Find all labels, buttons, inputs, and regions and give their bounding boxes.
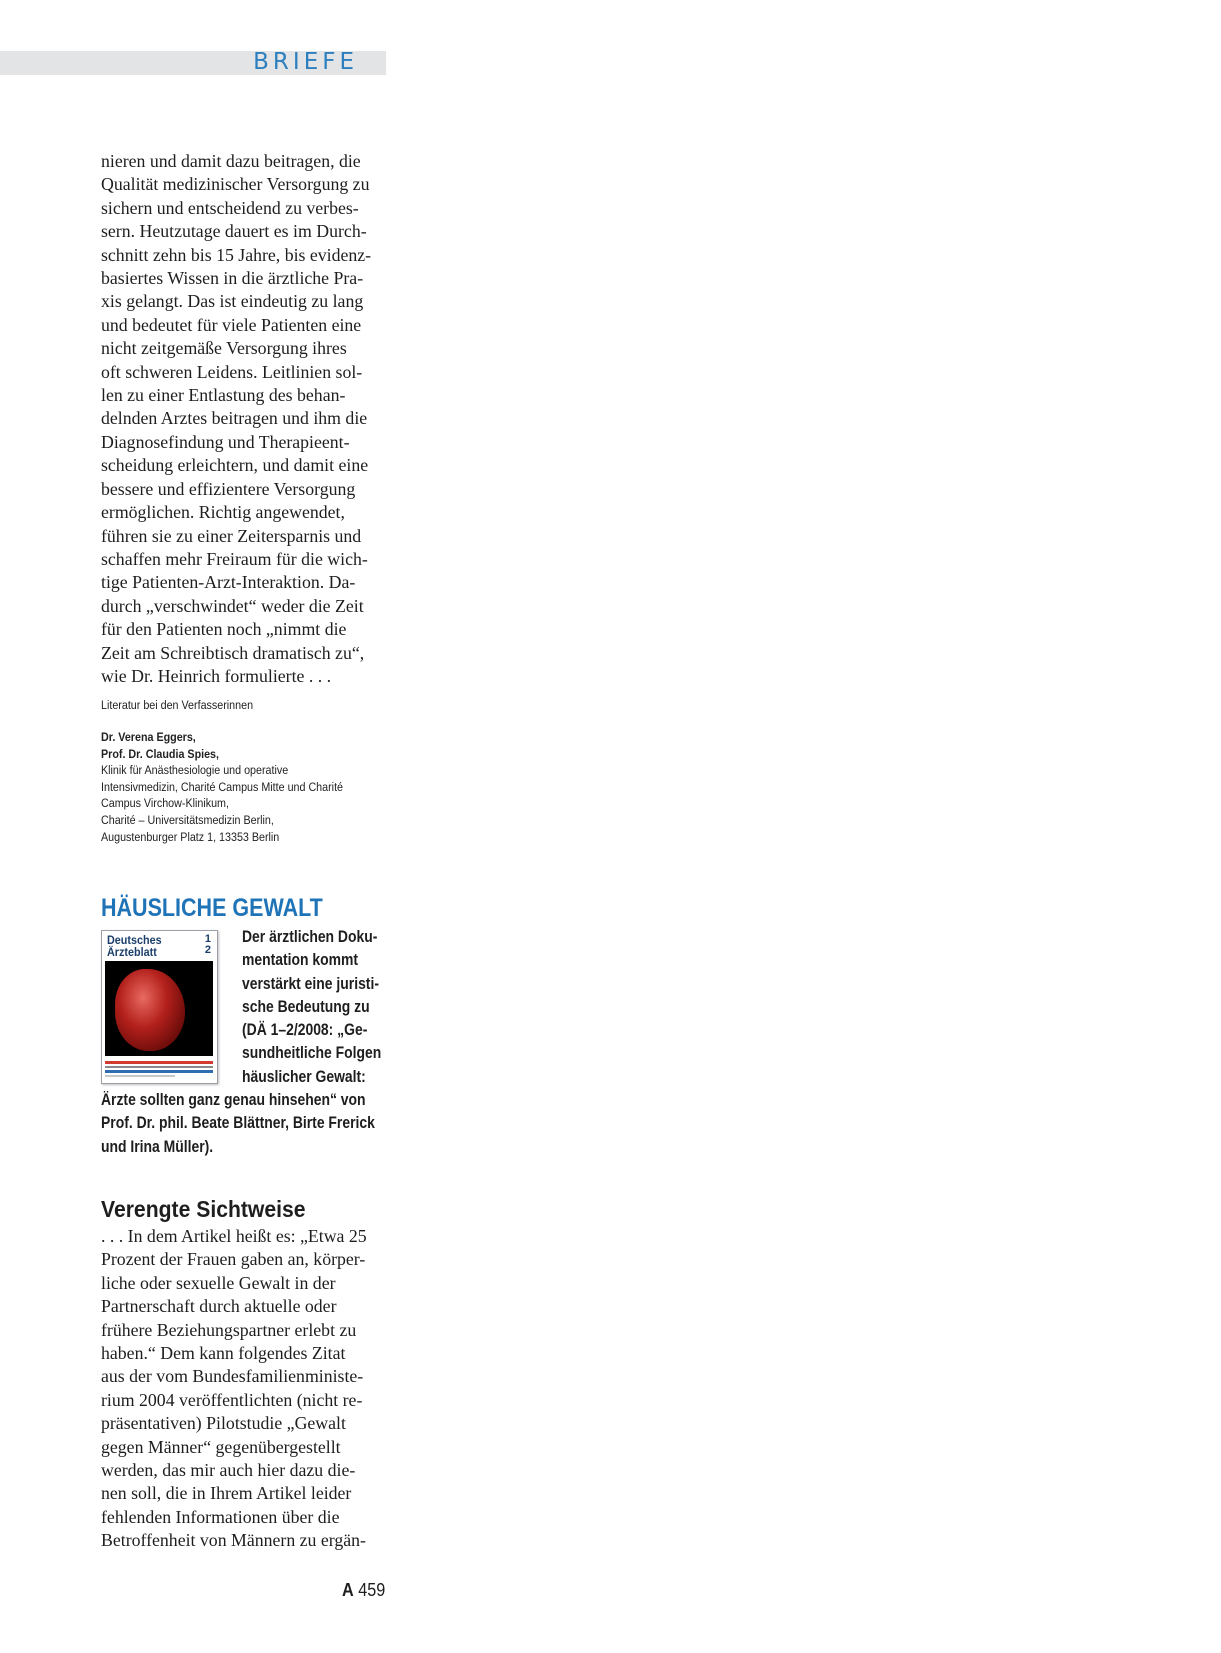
page-prefix: A [342, 1580, 354, 1600]
affiliation-line: Augustenburger Platz 1, 13353 Berlin [101, 829, 280, 844]
magazine-cover-thumbnail [101, 930, 218, 1084]
letter-2-heading: Verengte Sichtweise [101, 1196, 306, 1222]
affiliation-line: Charité – Universitätsmedizin Berlin, [101, 812, 274, 827]
cover-issue: 1 2 [204, 933, 211, 956]
literature-note: Literatur bei den Verfasserinnen [101, 698, 254, 712]
lead-text-right: Der ärztlichen Doku- mentation kommt verstärkt eine juristi- sche Bedeutung zu (DÄ 1–2/2008: „Ge- sundheitliche Folgen häuslicher Gewalt: [242, 928, 382, 1086]
lead-text-continued: Ärzte sollten ganz genau hinsehen“ von Prof. Dr. phil. Beate Blättner, Birte Frerick und Irina Müller). [101, 1091, 375, 1156]
section-header-bar [0, 51, 386, 75]
letter-2-text: . . . In dem Artikel heißt es: „Etwa 25 Prozent der Frauen gaben an, körper- liche oder sexuelle Gewalt in der Partnerschaft durch aktuelle oder frühere Beziehungspartner erlebt zu haben.“ Dem kann folgendes Zitat aus der vom Bundesfamilienministe- rium 2004 veröffentlichten (nicht re- präsentativen) Pilotstudie „Gewalt gegen Männer“ gegenübergestellt werden, das mir auch hier dazu die- nen soll, die in Ihrem Artikel leider fehlenden Informationen über die Betroffenheit von Männern zu ergän- [101, 1226, 367, 1551]
cover-stripe [105, 1075, 175, 1077]
cover-stripe [105, 1066, 213, 1068]
letter-2-body [101, 1225, 387, 1553]
cover-heart-image [105, 961, 213, 1056]
letter-1-text: nieren und damit dazu beitragen, die Qualität medizinischer Versorgung zu sichern und entscheidend zu verbes- sern. Heutzutage dauert es im Durch- schnitt zehn bis 15 Jahre, bis evidenz- basiertes Wissen in die ärztliche Pra- xis gelangt. Das ist eindeutig zu lang und bedeutet für viele Patienten eine nicht zeitgemäße Versorgung ihres oft schweren Leidens. Leitlinien sol- len zu einer Entlastung des behan- delnden Arztes beitragen und ihm die Diagnosefindung und Therapieent- scheidung erleichtern, und damit eine bessere und effizientere Versorgung ermöglichen. Richtig angewendet, führen sie zu einer Zeitersparnis und schaffen mehr Freiraum für die wich- tige Patienten-Arzt-Interaktion. Da- durch „verschwindet“ weder die Zeit für den Patienten noch „nimmt die Zeit am Schreibtisch dramatisch zu“, wie Dr. Heinrich formulierte . . . [101, 151, 372, 686]
page-number [342, 1579, 385, 1601]
page-number-value: 459 [358, 1580, 386, 1600]
author-signature [101, 729, 376, 845]
topic-heading: HÄUSLICHE GEWALT [101, 894, 323, 922]
cover-stripe [105, 1070, 213, 1073]
letter-1-body [101, 150, 387, 688]
affiliation-line: Campus Virchow-Klinikum, [101, 796, 229, 811]
affiliation-line: Klinik für Anästhesiologie und operative [101, 763, 289, 778]
cover-title: Deutsches Ärzteblatt [107, 933, 162, 959]
author-name: Prof. Dr. Claudia Spies, [101, 746, 220, 761]
affiliation-line: Intensivmedizin, Charité Campus Mitte und Charité [101, 779, 344, 794]
author-name: Dr. Verena Eggers, [101, 730, 196, 744]
section-title: BRIEFE [253, 49, 358, 75]
cover-stripe [105, 1061, 213, 1064]
heart-illustration [115, 969, 185, 1051]
